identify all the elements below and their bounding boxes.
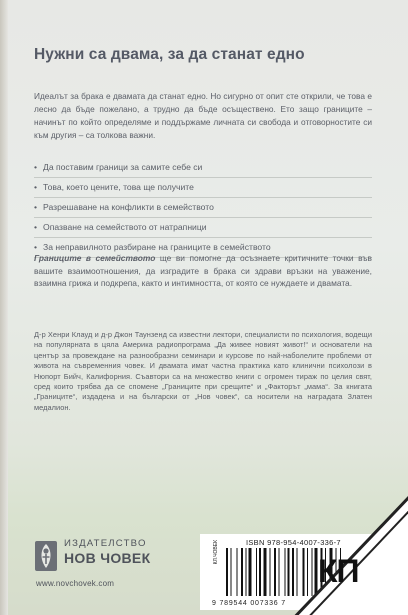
topic-list bbox=[34, 158, 372, 258]
publisher-emblem-icon bbox=[34, 540, 58, 572]
book-title-emphasis: Границите в семейството bbox=[34, 253, 156, 263]
publisher-name: НОВ ЧОВЕК bbox=[64, 550, 151, 566]
pitch-text: ще ви помогне да осъзнаете критичните точки във вашите взаимоотношения, да изградите в брака си здрави връзки на уважение, взаимна грижа и подкрепа, както и интимността, от която се нуждаете и двамата. bbox=[34, 253, 372, 289]
barcode-stripe bbox=[285, 548, 286, 596]
spine-shadow bbox=[0, 0, 8, 615]
isbn-number: ISBN 978-954-4007-336-7 bbox=[246, 538, 341, 547]
publisher-label: ИЗДАТЕЛСТВО bbox=[64, 538, 147, 549]
topic-item: • Разрешаване на конфликти в семейството bbox=[34, 198, 372, 218]
barcode-stripe bbox=[256, 548, 257, 596]
barcode-stripe bbox=[249, 548, 252, 596]
publisher-logo bbox=[28, 536, 168, 596]
barcode-stripe bbox=[264, 548, 267, 596]
barcode-stripe bbox=[279, 548, 280, 596]
topic-item: • За неправилното разбиране на границите в семейството bbox=[34, 238, 372, 258]
barcode-stripe bbox=[259, 548, 261, 596]
publisher-url: www.novchovek.com bbox=[36, 579, 115, 588]
topic-item: • Да поставим граници за самите себе си bbox=[34, 158, 372, 178]
barcode-stripe bbox=[226, 548, 228, 596]
topic-item: • Това, което цените, това ще получите bbox=[34, 178, 372, 198]
cover-title: Нужни са двама, за да станат едно bbox=[34, 46, 305, 63]
barcode-stripe bbox=[246, 548, 247, 596]
pitch-paragraph bbox=[34, 252, 372, 290]
barcode-stripe bbox=[237, 548, 238, 596]
barcode-digits: 9 789544 007336 7 bbox=[212, 600, 286, 607]
sticker-label: КП bbox=[318, 553, 359, 589]
barcode-side-label: КЛ.ЧОВЕК bbox=[213, 540, 219, 565]
authors-bio: Д-р Хенри Клауд и д-р Джон Таунзенд са известни лектори, специалисти по психология, водещи на популярната в цяла Америка радиопрограма „Да живее новият живот!“ и основатели на център за провеждане на разнообразни семинари и курсове по най-наболелите проблеми от живота на съвременния човек. И двамата имат частна практика като клинични психолози в Нюпорт Бийч, Калифорния. Съавтори са на множество книги с огромен тираж по целия свят, сред които трябва да се спомене „Границите при срещите“ и „Факторът „мама“. За книгата „Границите“, издадена и на български от „Нов човек“, са носители на наградата Златен медалион. bbox=[34, 330, 372, 412]
barcode-stripe bbox=[270, 548, 271, 596]
intro-paragraph: Идеалът за брака е двамата да станат едно. Но сигурно от опит сте открили, че това е лесно да бъде пожелано, а трудно да бъде осъществено. Ето защо границите – начинът по който определяме и поддържаме личната си свобода и отговорностите си към другия – са толкова важни. bbox=[34, 91, 372, 141]
barcode-stripe bbox=[274, 548, 276, 596]
barcode-stripe bbox=[241, 548, 243, 596]
topic-item: • Опазване на семейството от натрапници bbox=[34, 218, 372, 238]
barcode-stripe bbox=[231, 548, 232, 596]
